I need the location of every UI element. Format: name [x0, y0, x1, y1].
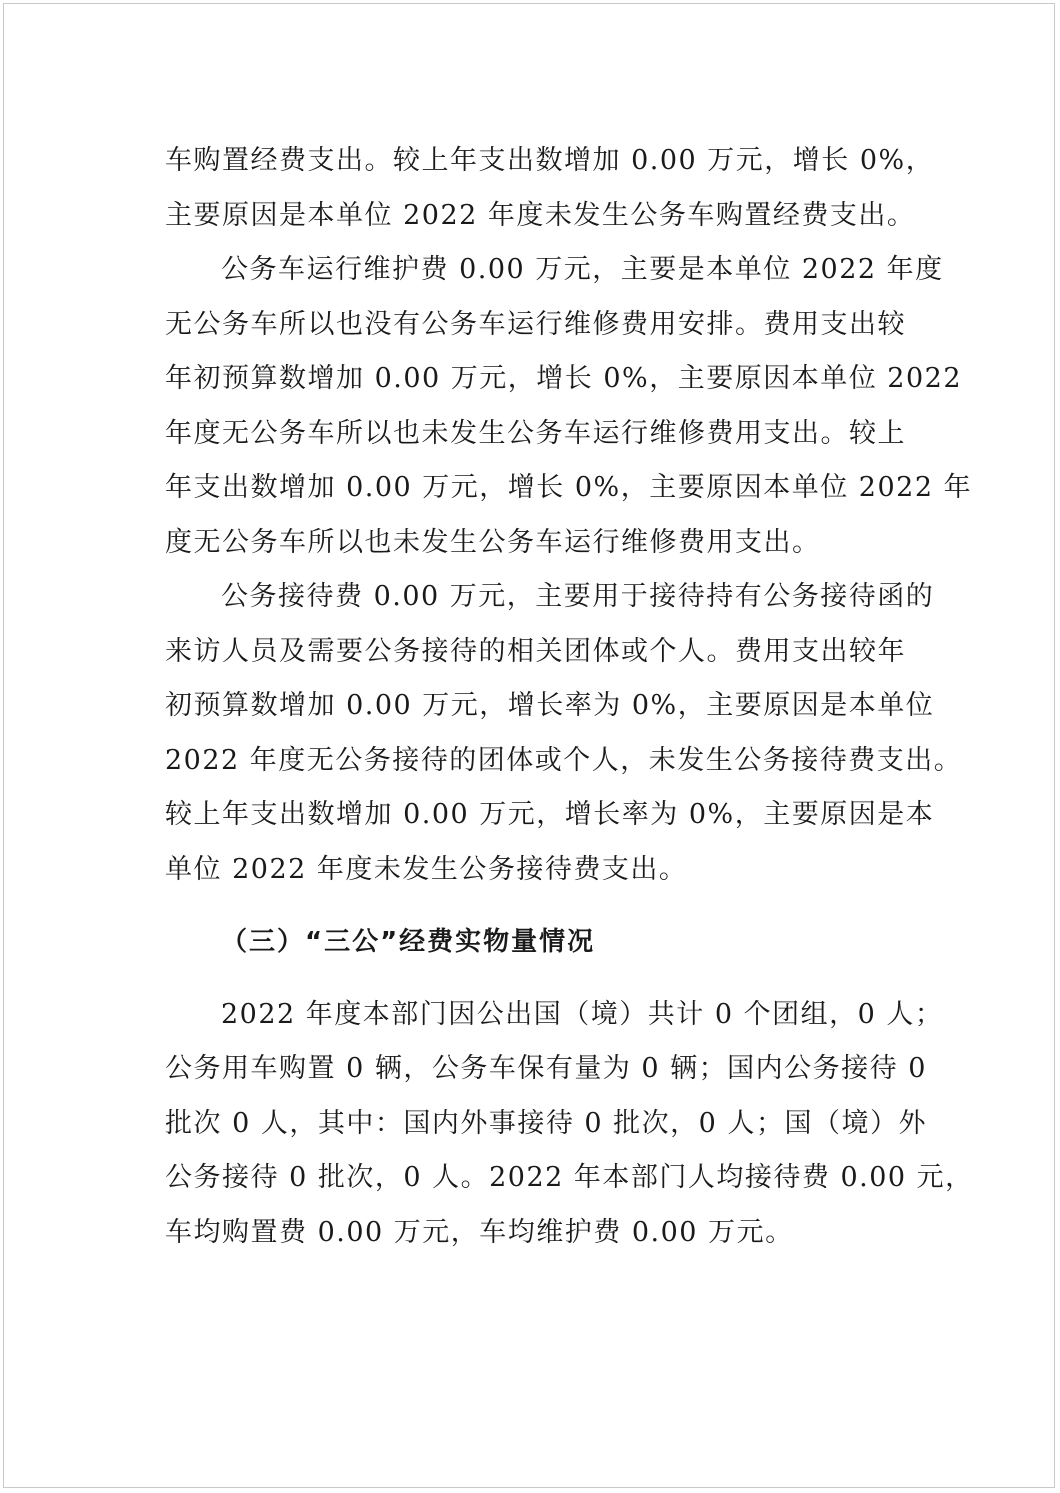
text-line: 年支出数增加 0.00 万元，增长 0%，主要原因本单位 2022 年	[165, 472, 973, 503]
text-line: 车购置经费支出。较上年支出数增加 0.00 万元，增长 0%，	[165, 145, 935, 176]
text-line: 公务用车购置 0 辆，公务车保有量为 0 辆；国内公务接待 0	[165, 1053, 927, 1084]
text-line: 批次 0 人，其中：国内外事接待 0 批次，0 人；国（境）外	[165, 1107, 927, 1139]
paragraph-vehicle-purchase	[165, 134, 935, 243]
paragraph-official-reception	[165, 570, 963, 897]
text-line: 公务接待费 0.00 万元，主要用于接待持有公务接待函的	[221, 581, 935, 612]
text-line: 年度无公务车所以也未发生公务车运行维修费用支出。较上	[165, 417, 906, 449]
text-line: 来访人员及需要公务接待的相关团体或个人。费用支出较年	[165, 635, 906, 667]
section-heading: （三）“三公”经费实物量情况	[221, 927, 596, 957]
text-line: 单位 2022 年度未发生公务接待费支出。	[165, 853, 688, 885]
text-line: 较上年支出数增加 0.00 万元，增长率为 0%，主要原因是本	[165, 799, 935, 830]
text-line: 2022 年度无公务接待的团体或个人，未发生公务接待费支出。	[165, 744, 963, 776]
text-line: 车均购置费 0.00 万元，车均维护费 0.00 万元。	[165, 1216, 794, 1248]
paragraph-physical-quantity	[165, 988, 974, 1261]
text-line: 年初预算数增加 0.00 万元，增长 0%，主要原因本单位 2022	[165, 363, 962, 394]
text-line: 公务接待 0 批次，0 人。2022 年本部门人均接待费 0.00 元，	[165, 1162, 974, 1193]
text-line: 主要原因是本单位 2022 年度未发生公务车购置经费支出。	[165, 199, 916, 231]
text-line: 度无公务车所以也未发生公务车运行维修费用支出。	[165, 526, 821, 558]
paragraph-vehicle-maintenance	[165, 243, 973, 570]
text-line: 初预算数增加 0.00 万元，增长率为 0%，主要原因是本单位	[165, 690, 935, 721]
document-body	[165, 134, 974, 1260]
text-line: 2022 年度本部门因公出国（境）共计 0 个团组，0 人；	[221, 998, 944, 1030]
text-line: 公务车运行维护费 0.00 万元，主要是本单位 2022 年度	[221, 254, 944, 285]
text-line: 无公务车所以也没有公务车运行维修费用安排。费用支出较	[165, 308, 906, 340]
